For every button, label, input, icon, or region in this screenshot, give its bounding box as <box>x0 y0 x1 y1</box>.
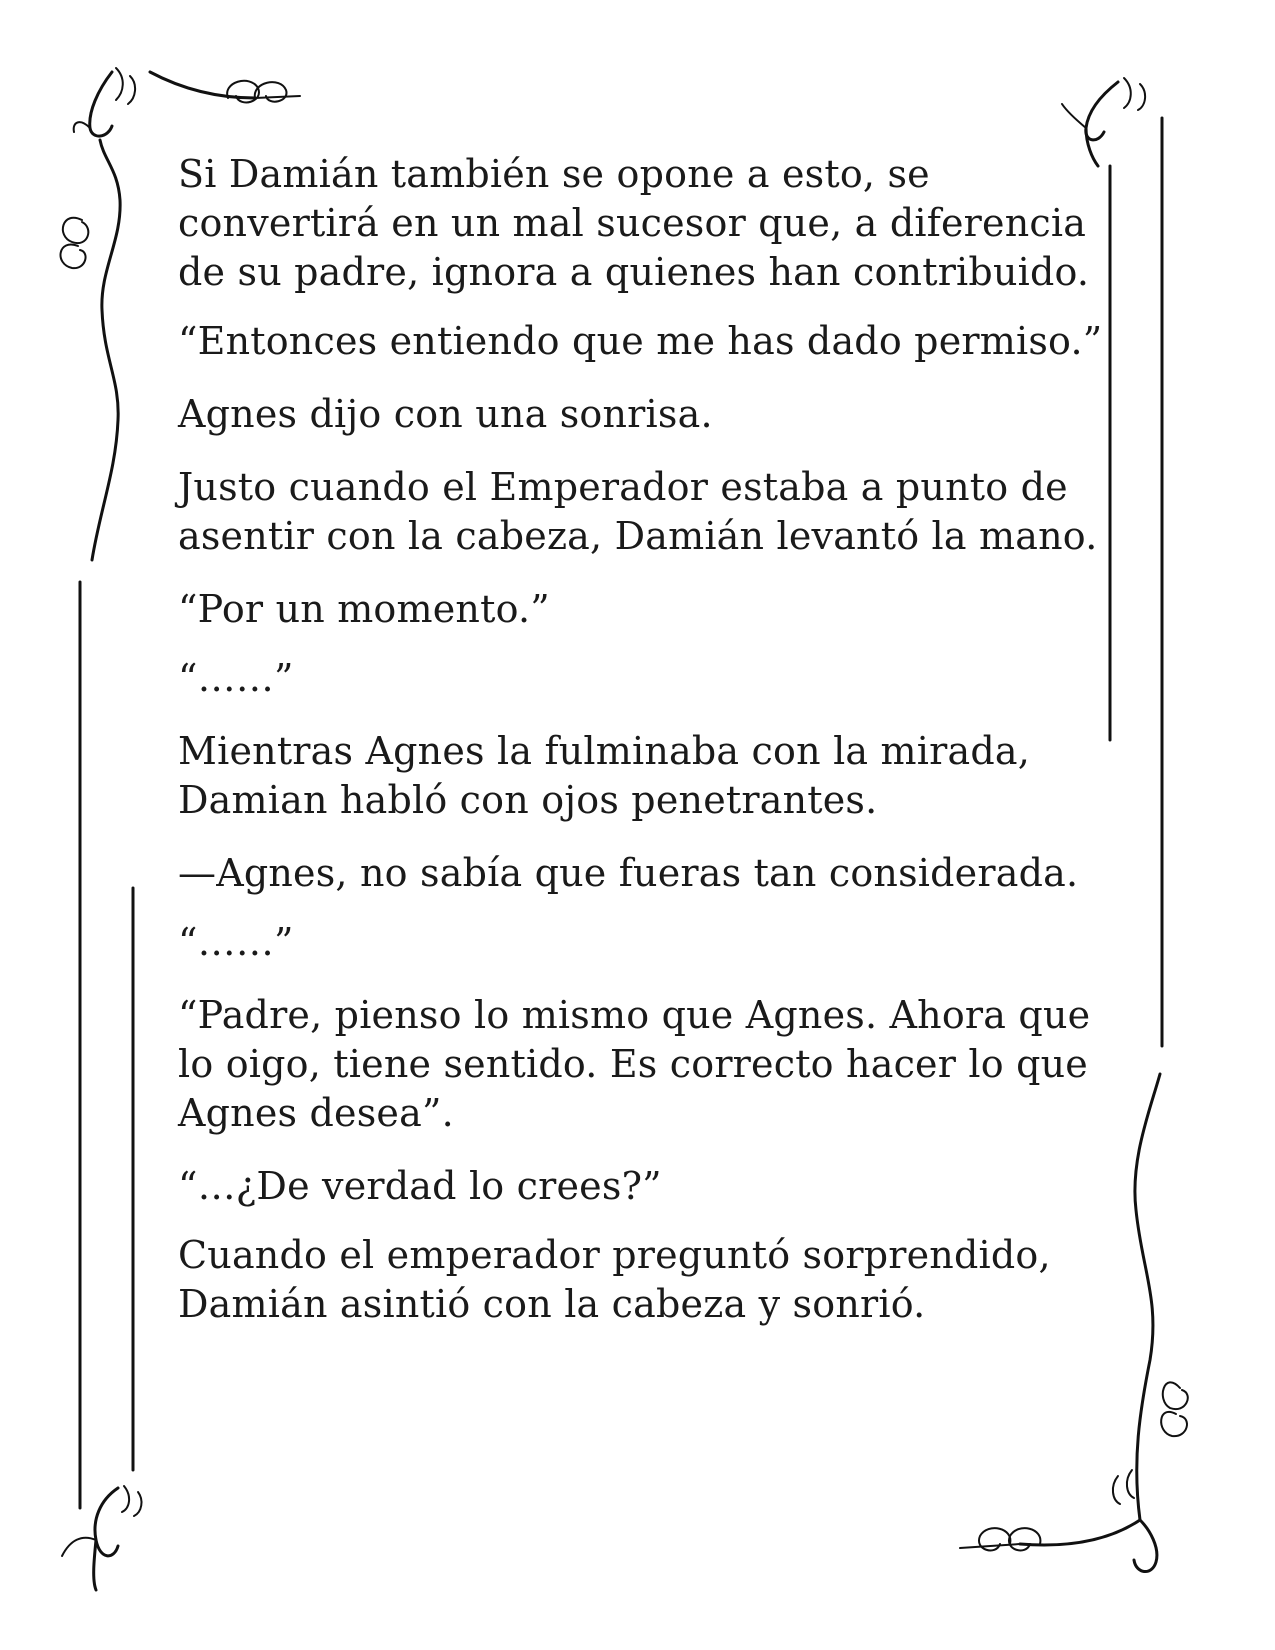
paragraph <box>178 390 1108 439</box>
text-line: “Padre, pienso lo mismo que Agnes. Ahora que <box>178 993 1091 1037</box>
text-line: asentir con la cabeza, Damián levantó la mano. <box>178 514 1098 558</box>
text-line: Damian habló con ojos penetrantes. <box>178 778 878 822</box>
text-line: Damián asintió con la cabeza y sonrió. <box>178 1282 926 1326</box>
text-line: convertirá en un mal sucesor que, a diferencia <box>178 201 1087 245</box>
paragraph <box>178 1162 1108 1211</box>
paragraph <box>178 1231 1108 1329</box>
text-line: “Entonces entiendo que me has dado permiso.” <box>178 319 1103 363</box>
text-line: lo oigo, tiene sentido. Es correcto hacer lo que <box>178 1042 1088 1086</box>
text-line: “Por un momento.” <box>178 587 550 631</box>
paragraph <box>178 463 1108 561</box>
text-line: “……” <box>178 656 294 700</box>
text-line: “……” <box>178 920 294 964</box>
text-line: Agnes dijo con una sonrisa. <box>178 392 713 436</box>
paragraph <box>178 317 1108 366</box>
text-line: “…¿De verdad lo crees?” <box>178 1164 662 1208</box>
text-line: Si Damián también se opone a esto, se <box>178 152 930 196</box>
text-line: Justo cuando el Emperador estaba a punto de <box>178 465 1068 509</box>
text-line: Mientras Agnes la fulminaba con la mirada, <box>178 729 1031 773</box>
text-line: —Agnes, no sabía que fueras tan considerada. <box>178 851 1079 895</box>
bottom-left-flourish-icon <box>62 1486 141 1590</box>
paragraph <box>178 849 1108 898</box>
paragraph <box>178 654 1108 703</box>
paragraph <box>178 150 1108 297</box>
paragraph <box>178 727 1108 825</box>
text-line: Agnes desea”. <box>178 1091 454 1135</box>
text-line: Cuando el emperador preguntó sorprendido, <box>178 1233 1051 1277</box>
text-line: de su padre, ignora a quienes han contribuido. <box>178 250 1090 294</box>
paragraph <box>178 918 1108 967</box>
document-body <box>178 150 1108 1329</box>
paragraph <box>178 585 1108 634</box>
paragraph <box>178 991 1108 1138</box>
